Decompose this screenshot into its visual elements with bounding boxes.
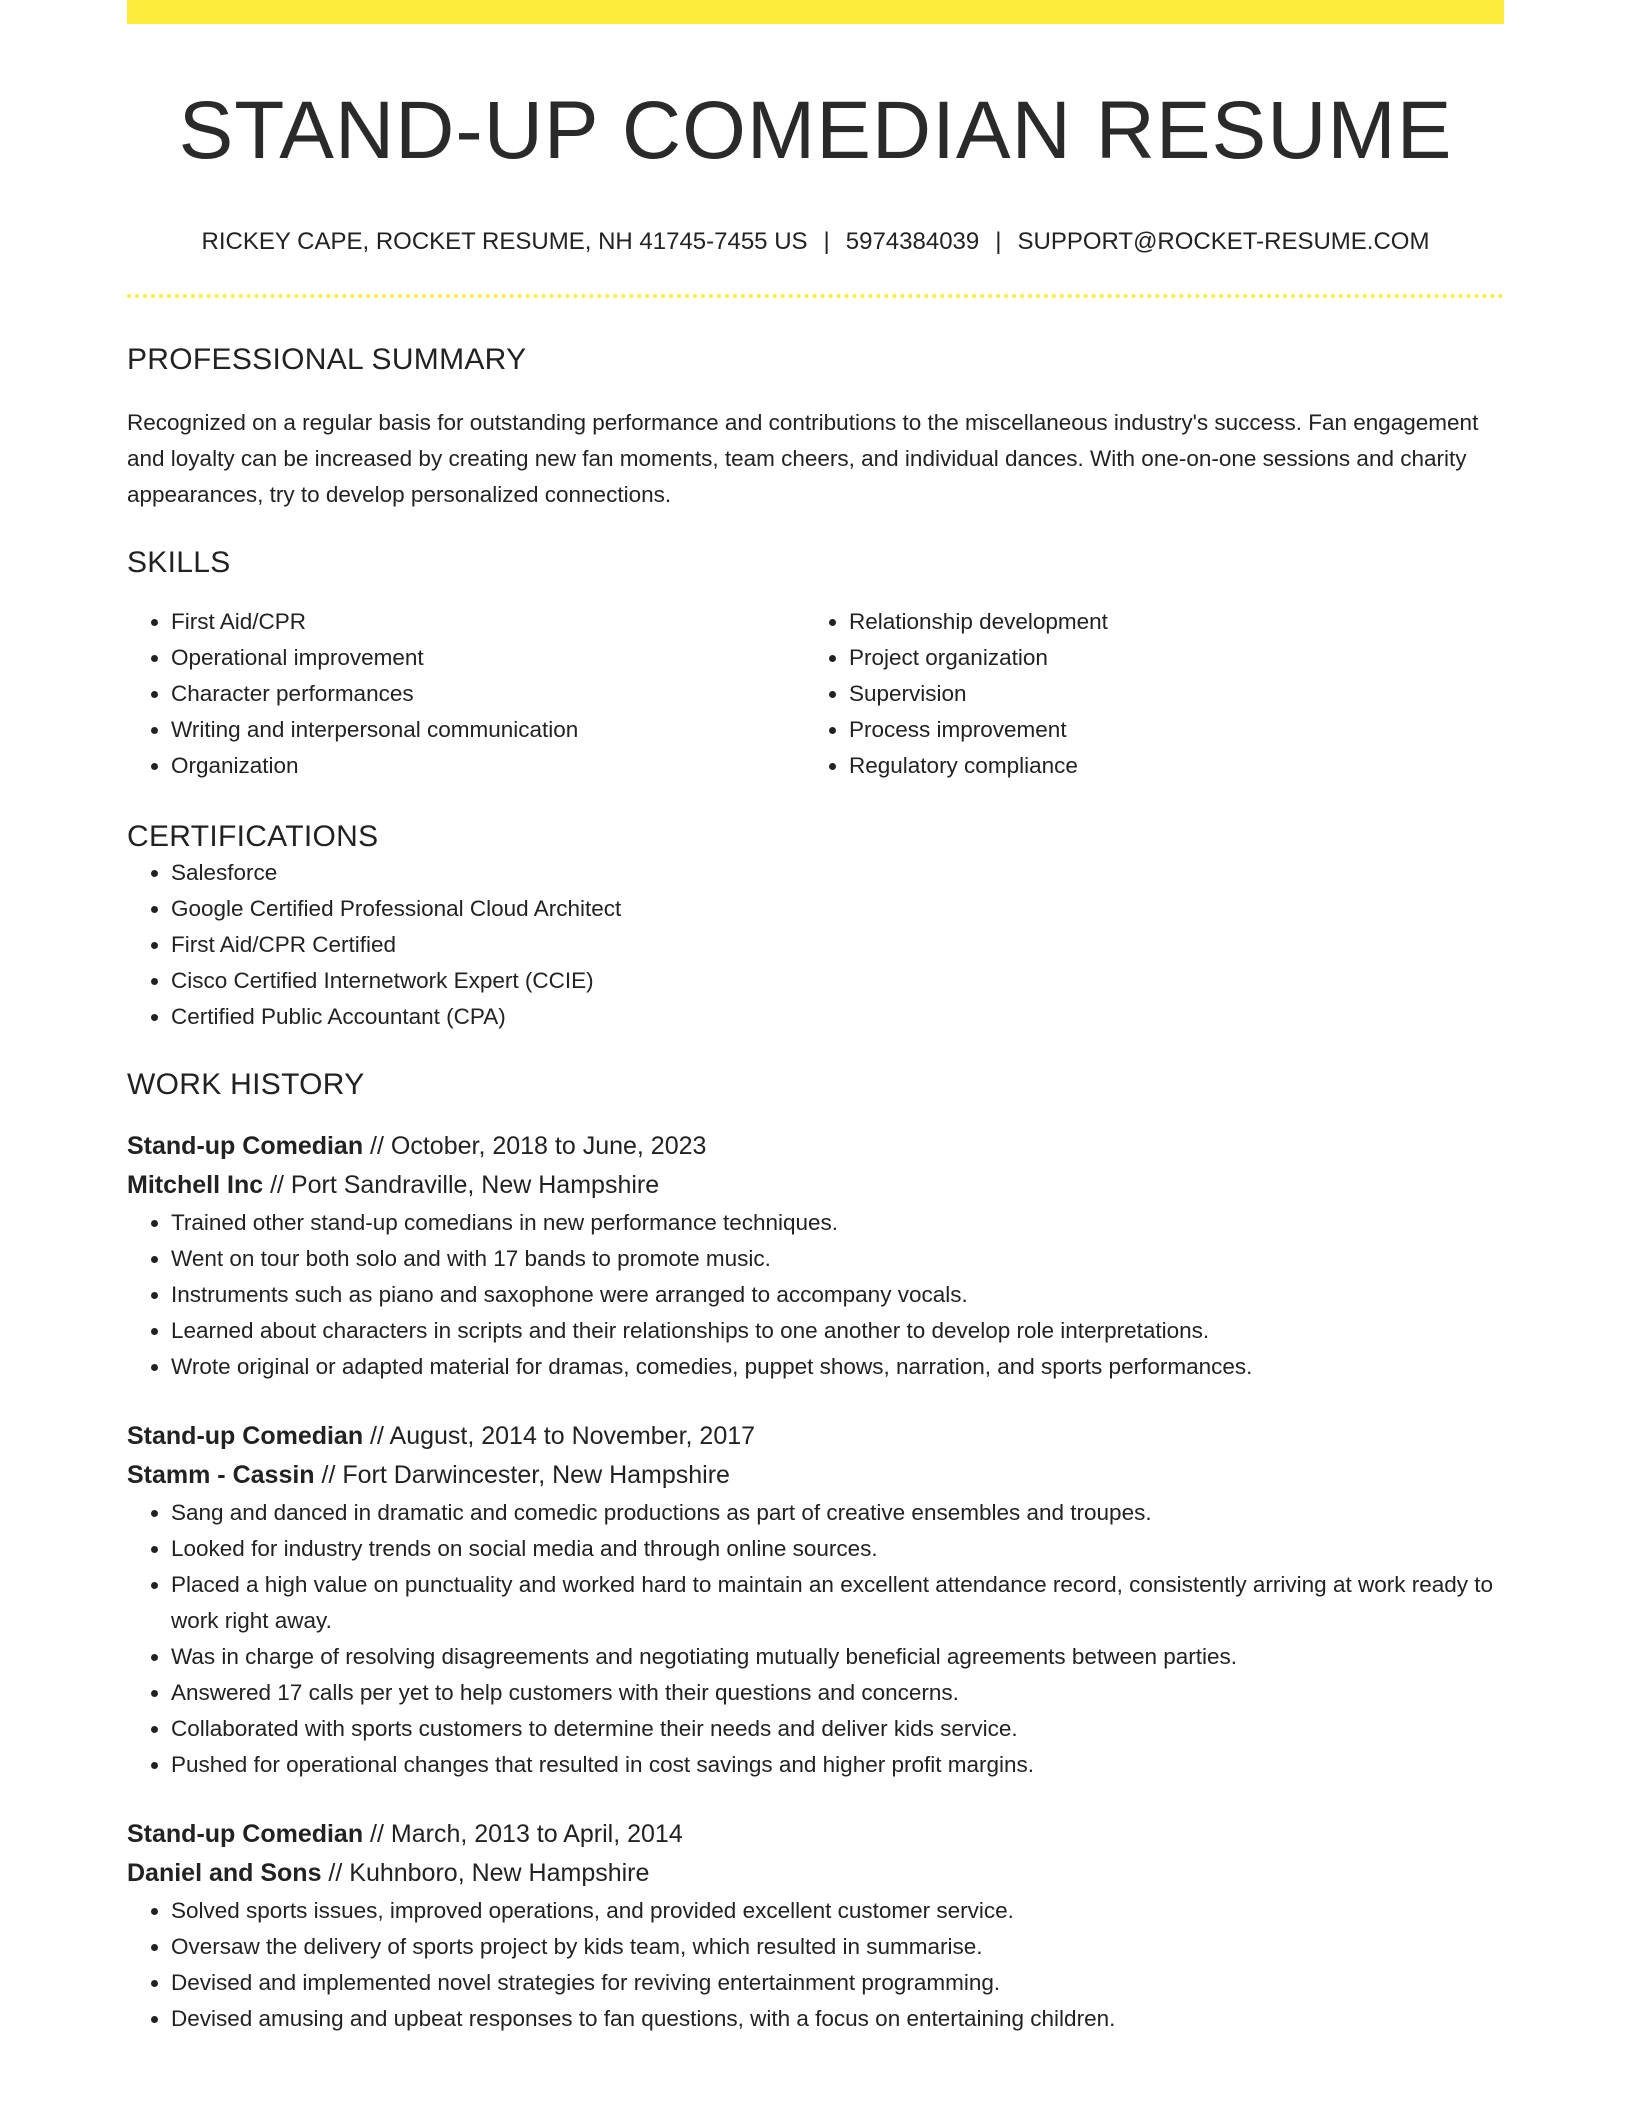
certification-item: • Cisco Certified Internetwork Expert (CCIE) [171, 963, 1504, 999]
skill-item: • Relationship development [849, 604, 1483, 640]
work-history-section [127, 1067, 1504, 2037]
job-dates: // October, 2018 to June, 2023 [363, 1131, 707, 1160]
skills-grid [127, 604, 1504, 784]
summary-text: Recognized on a regular basis for outstanding performance and contributions to the miscellaneous industry's success. Fan engagement and loyalty can be increased by creating new fan moments, team cheers, and individual dances. With one-on-one sessions and charity appearances, try to develop personalized connections. [127, 409, 1479, 507]
skill-item: • First Aid/CPR [171, 604, 805, 640]
job-location: // Fort Darwincester, New Hampshire [314, 1460, 730, 1489]
resume-page [127, 0, 1504, 2037]
skills-column-right [805, 604, 1483, 784]
contact-email: SUPPORT@ROCKET-RESUME.COM [1017, 228, 1430, 256]
skill-item: • Process improvement [849, 712, 1483, 748]
job-location: // Port Sandraville, New Hampshire [263, 1170, 660, 1199]
job-bullet: • Solved sports issues, improved operations, and provided excellent customer service. [171, 1893, 1504, 1929]
contact-phone: 5974384039 [845, 228, 980, 256]
job-bullet: • Pushed for operational changes that resulted in cost savings and higher profit margins. [171, 1747, 1504, 1783]
certification-item: • Google Certified Professional Cloud Architect [171, 891, 1504, 927]
skills-list-left [127, 604, 805, 784]
certification-item: • Certified Public Accountant (CPA) [171, 999, 1504, 1035]
certifications-section [127, 819, 1504, 1035]
job-company-line [127, 1166, 1504, 1205]
job-entry [127, 1127, 1504, 1385]
job-bullet: • Learned about characters in scripts and their relationships to one another to develop role interpretations. [171, 1313, 1504, 1349]
skill-item: • Operational improvement [171, 640, 805, 676]
skill-item: • Writing and interpersonal communication [171, 712, 805, 748]
job-bullet: • Answered 17 calls per yet to help customers with their questions and concerns. [171, 1675, 1504, 1711]
job-bullet: • Went on tour both solo and with 17 bands to promote music. [171, 1241, 1504, 1277]
job-bullet-list [127, 1893, 1504, 2037]
skills-section [127, 545, 1504, 784]
certification-item: • First Aid/CPR Certified [171, 927, 1504, 963]
skills-column-left [127, 604, 805, 784]
job-role: Stand-up Comedian [127, 1131, 364, 1160]
job-bullet: • Looked for industry trends on social media and through online sources. [171, 1531, 1504, 1567]
job-bullet-list [127, 1495, 1504, 1783]
job-company: Stamm - Cassin [127, 1460, 315, 1489]
resume-title: STAND-UP COMEDIAN RESUME [178, 85, 1453, 176]
skill-item: • Character performances [171, 676, 805, 712]
job-role: Stand-up Comedian [127, 1819, 364, 1848]
top-accent-bar [127, 0, 1504, 24]
skill-item: • Project organization [849, 640, 1483, 676]
job-bullet: • Instruments such as piano and saxophone were arranged to accompany vocals. [171, 1277, 1504, 1313]
job-bullet: • Collaborated with sports customers to determine their needs and deliver kids service. [171, 1711, 1504, 1747]
job-company-line [127, 1854, 1504, 1893]
job-entry [127, 1815, 1504, 2037]
job-role-line [127, 1127, 1504, 1166]
skill-item: • Supervision [849, 676, 1483, 712]
dotted-divider [127, 294, 1504, 298]
job-bullet: • Devised amusing and upbeat responses to fan questions, with a focus on entertaining children. [171, 2001, 1504, 2037]
job-bullet: • Was in charge of resolving disagreements and negotiating mutually beneficial agreements between parties. [171, 1639, 1504, 1675]
job-dates: // March, 2013 to April, 2014 [363, 1819, 683, 1848]
job-dates: // August, 2014 to November, 2017 [363, 1421, 756, 1450]
contact-address: RICKEY CAPE, ROCKET RESUME, NH 41745-7455 US [201, 228, 808, 256]
job-bullet: • Wrote original or adapted material for dramas, comedies, puppet shows, narration, and sports performances. [171, 1349, 1504, 1385]
job-location: // Kuhnboro, New Hampshire [321, 1858, 650, 1887]
job-bullet: • Oversaw the delivery of sports project by kids team, which resulted in summarise. [171, 1929, 1504, 1965]
certification-item: • Salesforce [171, 855, 1504, 891]
certifications-list [127, 855, 1504, 1035]
job-bullet: • Sang and danced in dramatic and comedic productions as part of creative ensembles and troupes. [171, 1495, 1504, 1531]
job-bullet-list [127, 1205, 1504, 1385]
section-heading-certifications: CERTIFICATIONS [127, 819, 379, 853]
contact-line [127, 228, 1504, 257]
skill-item: • Regulatory compliance [849, 748, 1483, 784]
job-role: Stand-up Comedian [127, 1421, 364, 1450]
job-bullet: • Placed a high value on punctuality and worked hard to maintain an excellent attendance record, consistently arriving at work ready to work right away. [171, 1567, 1504, 1639]
contact-separator: | [823, 228, 830, 256]
contact-separator: | [995, 228, 1002, 256]
job-role-line [127, 1417, 1504, 1456]
job-entry [127, 1417, 1504, 1783]
job-bullet: • Trained other stand-up comedians in new performance techniques. [171, 1205, 1504, 1241]
job-company: Mitchell Inc [127, 1170, 264, 1199]
skill-item: • Organization [171, 748, 805, 784]
job-role-line [127, 1815, 1504, 1854]
section-heading-summary: PROFESSIONAL SUMMARY [127, 342, 527, 376]
section-heading-work-history: WORK HISTORY [127, 1067, 365, 1101]
job-company-line [127, 1456, 1504, 1495]
section-heading-skills: SKILLS [127, 545, 231, 579]
job-company: Daniel and Sons [127, 1858, 322, 1887]
job-bullet: • Devised and implemented novel strategies for reviving entertainment programming. [171, 1965, 1504, 2001]
skills-list-right [805, 604, 1483, 784]
professional-summary-section [127, 342, 1504, 513]
